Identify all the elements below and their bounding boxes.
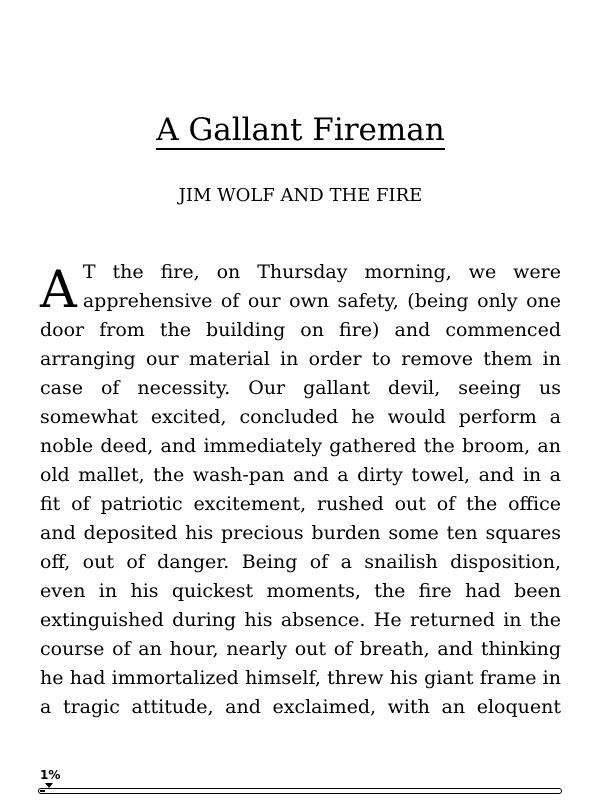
progress-bar[interactable]: [38, 788, 562, 794]
body-text: T the fire, on Thursday morning, we were apprehensive of our own safety, (being only one door from the building on fire) and commenced arranging our material in order to remove them in case of necessity. Our gallant devil, seeing us somewhat excited, concluded he would perform a noble deed, and immediately gathered the broom, an old mallet, the wash-pan and a dirty towel, and in a fit of patriotic excitement, rushed out of the office and deposited his precious burden some ten squares off, out of danger. Being of a snailish disposition, even in his quickest moments, the fire had been extinguished during his absence. He returned in the course of an hour, nearly out of breath, and thinking he had immortalized himself, threw his giant frame in a tragic attitude, and exclaimed, with an eloquent: [40, 261, 561, 718]
progress-percent: 1%: [40, 768, 61, 782]
chapter-title-text: A Gallant Fireman: [156, 112, 445, 148]
drop-cap: A: [40, 261, 77, 320]
chapter-title: [40, 108, 561, 152]
chapter-body: [40, 258, 561, 722]
chapter-subtitle: JIM WOLF AND THE FIRE: [178, 185, 423, 206]
progress-fill: [40, 790, 45, 792]
